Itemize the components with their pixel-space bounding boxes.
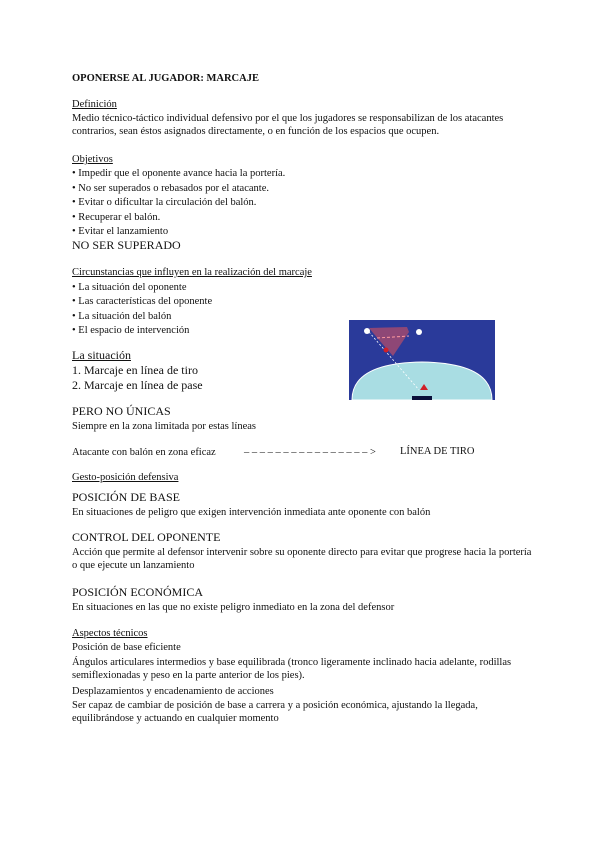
aspecto-line: Posición de base eficiente <box>72 642 181 653</box>
objetivo-item: • Evitar el lanzamiento <box>72 226 169 237</box>
objetivo-item: • No ser superados o rebasados por el atacante. <box>72 183 269 194</box>
pero-text: Siempre en la zona limitada por estas líneas <box>72 421 256 432</box>
goal-icon <box>412 396 432 400</box>
attacker-icon <box>364 328 370 334</box>
circunstancia-item: • El espacio de intervención <box>72 325 190 336</box>
posicion-economica-text: En situaciones en las que no existe peligro inmediato en la zona del defensor <box>72 602 395 613</box>
circunstancia-item: • La situación del oponente <box>72 282 187 293</box>
linea-de-tiro: LÍNEA DE TIRO <box>400 446 475 457</box>
objetivo-item: • Impedir que el oponente avance hacia la portería. <box>72 168 286 179</box>
control-oponente-text: Acción que permite al defensor intervenir sobre su oponente directo para evitar que progrese hacia la portería o que ejecute un lanzamiento <box>72 547 532 571</box>
aspecto-line: Desplazamientos y encadenamiento de acciones <box>72 686 274 697</box>
page-title: OPONERSE AL JUGADOR: MARCAJE <box>72 73 259 84</box>
aspecto-line: Ser capaz de cambiar de posición de base a carrera y a posición económica, ajustando la llegada, equilibrándose y actuando en cualquier momento <box>72 700 478 724</box>
circunstancia-item: • Las características del oponente <box>72 296 213 307</box>
objetivo-item: • Recuperar el balón. <box>72 212 161 223</box>
arrow-line: – – – – – – – – – – – – – – – – > <box>244 447 376 458</box>
definicion-text: Medio técnico-táctico individual defensivo por el que los jugadores se responsabilizan de los atacantes contrarios, sean éstos asignados directamente, o en función de los espacios que ocupen. <box>72 113 504 137</box>
handball-court-diagram <box>349 320 495 400</box>
player-icon <box>384 348 389 353</box>
situacion-item: 2. Marcaje en línea de pase <box>72 378 203 392</box>
situacion-heading: La situación <box>72 348 131 362</box>
control-oponente-title: CONTROL DEL OPONENTE <box>72 530 221 544</box>
aspecto-line: Ángulos articulares intermedios y base equilibrada (tronco ligeramente inclinado hacia adelante, rodillas semiflexionadas y peso en la parte anterior de los pies). <box>72 657 512 681</box>
pero-heading: PERO NO ÚNICAS <box>72 404 171 418</box>
defender-icon <box>416 329 422 335</box>
objetivo-item: • Evitar o dificultar la circulación del balón. <box>72 197 257 208</box>
situacion-item: 1. Marcaje en línea de tiro <box>72 363 198 377</box>
definicion-heading: Definición <box>72 99 117 110</box>
objetivos-emphasis: NO SER SUPERADO <box>72 238 181 252</box>
posicion-base-text: En situaciones de peligro que exigen intervención inmediata ante oponente con balón <box>72 507 431 518</box>
objetivos-heading: Objetivos <box>72 154 113 165</box>
gesto-heading: Gesto-posición defensiva <box>72 472 179 483</box>
circunstancia-item: • La situación del balón <box>72 311 172 322</box>
posicion-base-title: POSICIÓN DE BASE <box>72 490 181 504</box>
aspectos-heading: Aspectos técnicos <box>72 628 148 639</box>
posicion-economica-title: POSICIÓN ECONÓMICA <box>72 585 204 599</box>
circunstancias-heading: Circunstancias que influyen en la realización del marcaje <box>72 267 312 278</box>
atacante-label: Atacante con balón en zona eficaz <box>72 447 216 458</box>
